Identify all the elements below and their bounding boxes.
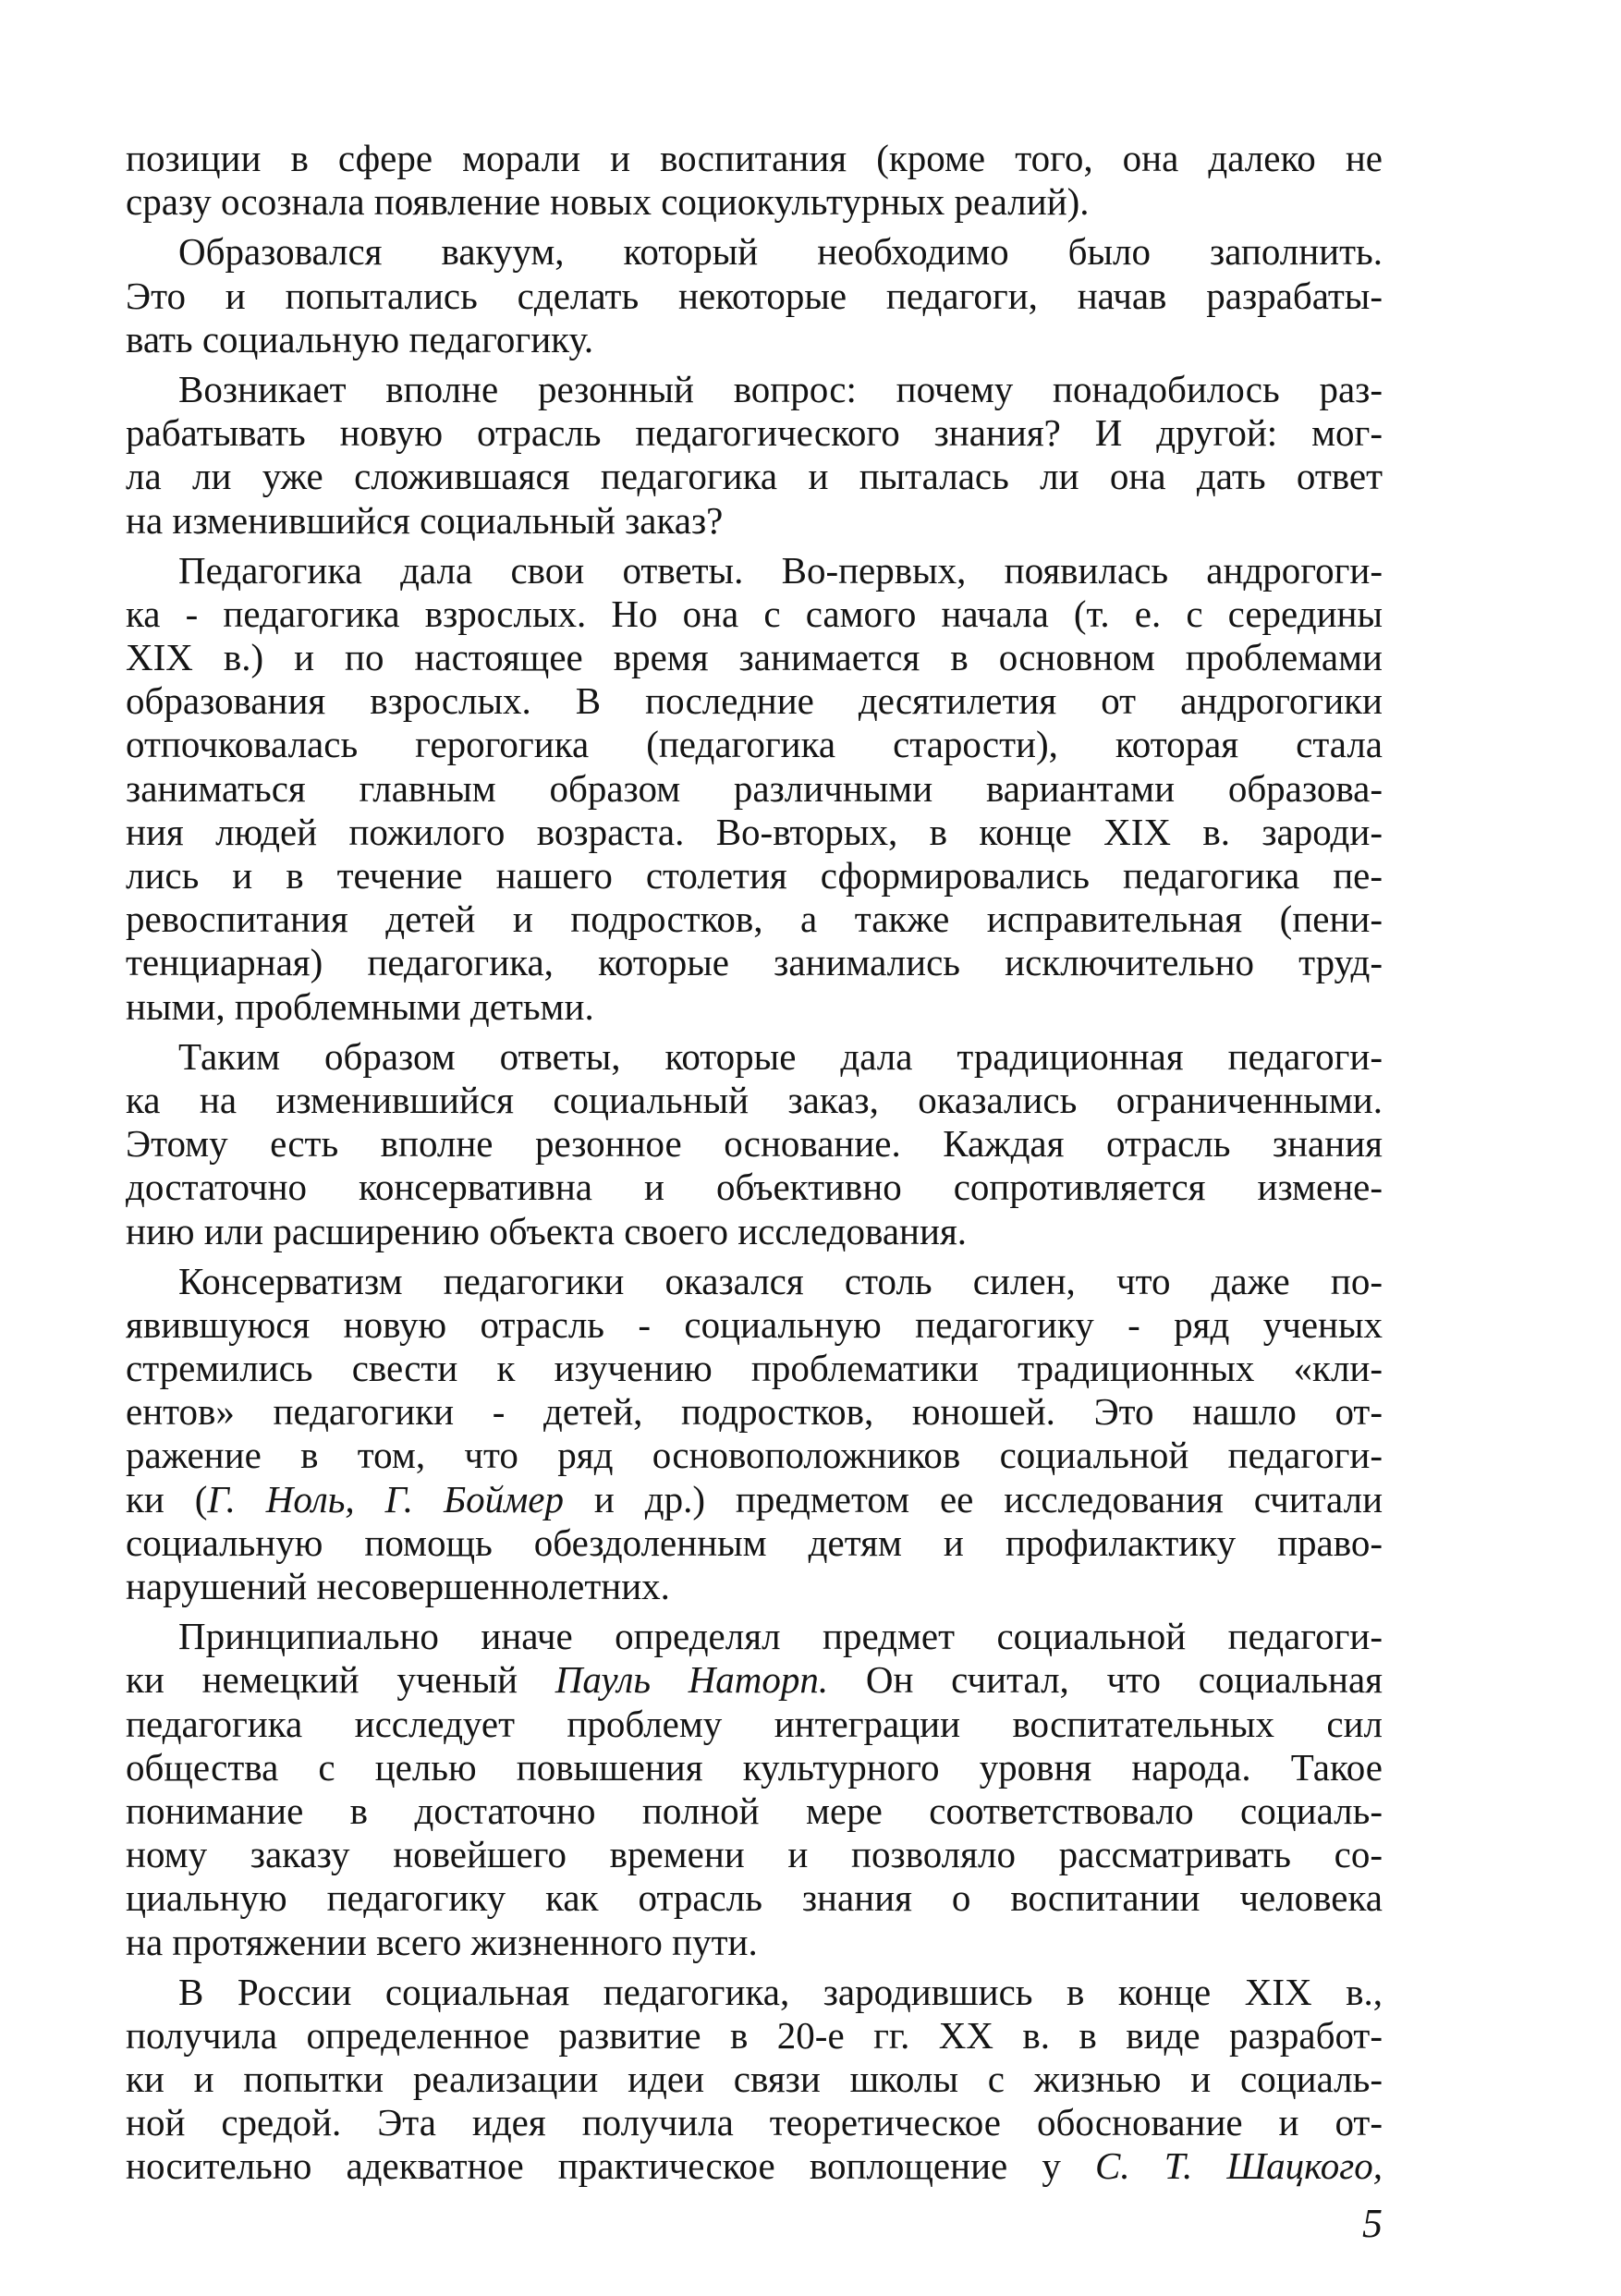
text-line: вать социальную педагогику. bbox=[126, 317, 594, 360]
text-line: XIX в.) и по настоящее время занимается в основном проблемами bbox=[126, 636, 1383, 679]
text-line: Консерватизм педагогики оказался столь силен, что даже по- bbox=[178, 1259, 1383, 1302]
text-line: ка - педагогика взрослых. Но она с самого начала (т. е. с середины bbox=[126, 592, 1383, 635]
text-line: отпочковалась герогогика (педагогика старости), которая стала bbox=[126, 723, 1383, 766]
paragraph-4 bbox=[126, 549, 1383, 1029]
text-line: нарушений несовершеннолетних. bbox=[126, 1565, 670, 1607]
text-line: сразу осознала появление новых социокультурных реалий). bbox=[126, 180, 1090, 224]
paragraph-2 bbox=[126, 230, 1383, 361]
paragraph-5 bbox=[126, 1035, 1383, 1253]
page-number: 5 bbox=[1362, 2201, 1383, 2246]
paragraph-3 bbox=[126, 368, 1383, 543]
italic-name: Г. Ноль, Г. Боймер bbox=[207, 1477, 565, 1520]
paragraph-6 bbox=[126, 1260, 1383, 1609]
body-text bbox=[126, 137, 1383, 2195]
text-line: ка на изменившийся социальный заказ, оказались ограниченными. bbox=[126, 1078, 1383, 1121]
text-line: образования взрослых. В последние десятилетия от андрогогики bbox=[126, 679, 1383, 723]
text-line: ентов» педагогики - детей, подростков, юношей. Это нашло от- bbox=[126, 1390, 1383, 1434]
text-line: Таким образом ответы, которые дала традиционная педагоги- bbox=[178, 1034, 1383, 1078]
paragraph-7 bbox=[126, 1615, 1383, 1964]
text-line: получила определенное развитие в 20-е гг. XX в. в виде разработ- bbox=[126, 2013, 1383, 2057]
paragraph-8 bbox=[126, 1971, 1383, 2189]
text-line: ки и попытки реализации идеи связи школы с жизнью и социаль- bbox=[126, 2058, 1383, 2101]
text-line: Этому есть вполне резонное основание. Каждая отрасль знания bbox=[126, 1122, 1383, 1166]
text-line: В России социальная педагогика, зародившись в конце XIX в., bbox=[178, 1970, 1383, 2013]
text-line: на изменившийся социальный заказ? bbox=[126, 498, 724, 542]
text-line: нию или расширению объекта своего исследования. bbox=[126, 1209, 968, 1252]
text-line: достаточно консервативна и объективно сопротивляется измене- bbox=[126, 1166, 1383, 1209]
text-line: педагогика исследует проблему интеграции воспитательных сил bbox=[126, 1702, 1383, 1745]
text-line: заниматься главным образом различными вариантами образова- bbox=[126, 766, 1383, 810]
text-line: ния людей пожилого возраста. Во-вторых, в конце XIX в. зароди- bbox=[126, 810, 1383, 853]
text-line: Образовался вакуум, который необходимо было заполнить. bbox=[178, 230, 1383, 274]
text-line: Педагогика дала свои ответы. Во-первых, появилась андрогоги- bbox=[178, 548, 1383, 592]
text-line: ла ли уже сложившаяся педагогика и пыталась ли она дать ответ bbox=[126, 455, 1383, 498]
text-line: ревоспитания детей и подростков, а также исправительная (пени- bbox=[126, 898, 1383, 941]
text-line: понимание в достаточно полной мере соответствовало социаль- bbox=[126, 1789, 1383, 1832]
text-line: лись и в течение нашего столетия сформировались педагогика пе- bbox=[126, 854, 1383, 897]
text-line: позиции в сфере морали и воспитания (кроме того, она далеко не bbox=[126, 137, 1383, 179]
text-line: на протяжении всего жизненного пути. bbox=[126, 1920, 758, 1963]
text-line: рабатывать новую отрасль педагогического знания? И другой: мог- bbox=[126, 411, 1383, 455]
text-line: тенциарная) педагогика, которые занимались исключительно труд- bbox=[126, 941, 1383, 984]
text-line: ными, проблемными детьми. bbox=[126, 984, 594, 1028]
text-line: общества с целью повышения культурного уровня народа. Такое bbox=[126, 1745, 1383, 1789]
text-line: ному заказу новейшего времени и позволяло рассматривать со- bbox=[126, 1833, 1383, 1876]
text-line: социальную помощь обездоленным детям и профилактику право- bbox=[126, 1520, 1383, 1564]
text-line: носительно адекватное практическое воплощение у С. Т. Шацкого, bbox=[126, 2144, 1383, 2188]
text-line: Возникает вполне резонный вопрос: почему понадобилось раз- bbox=[178, 367, 1383, 410]
text-line: Принципиально иначе определял предмет социальной педагоги- bbox=[178, 1615, 1383, 1658]
text-line: ки (Г. Ноль, Г. Боймер и др.) предметом ее исследования считали bbox=[126, 1477, 1383, 1520]
italic-name: Пауль Наторп. bbox=[555, 1658, 829, 1702]
text-line: циальную педагогику как отрасль знания о воспитании человека bbox=[126, 1876, 1383, 1920]
text-line: ки немецкий ученый Пауль Наторп. Он считал, что социальная bbox=[126, 1658, 1383, 1702]
text-line: ной средой. Эта идея получила теоретическое обоснование и от- bbox=[126, 2101, 1383, 2144]
italic-name: С. Т. Шацкого, bbox=[1095, 2144, 1383, 2188]
text-line: ражение в том, что ряд основоположников социальной педагоги- bbox=[126, 1434, 1383, 1477]
text-line: явившуюся новую отрасль - социальную педагогику - ряд ученых bbox=[126, 1302, 1383, 1346]
text-line: стремились свести к изучению проблематики традиционных «кли- bbox=[126, 1347, 1383, 1390]
paragraph-1 bbox=[126, 137, 1383, 224]
text-line: Это и попытались сделать некоторые педагоги, начав разрабаты- bbox=[126, 274, 1383, 317]
